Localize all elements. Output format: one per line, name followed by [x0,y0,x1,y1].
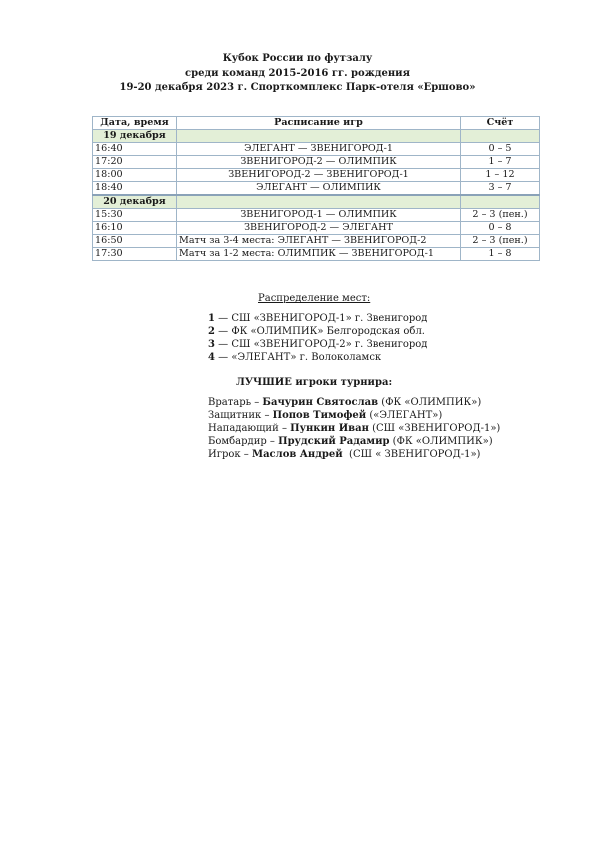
player-team: (ФК «ОЛИМПИК») [389,436,493,447]
title-line-2: среди команд 2015-2016 гг. рождения [185,67,410,79]
game-time: 18:00 [93,169,177,182]
game-match: ЭЛЕГАНТ — ОЛИМПИК [177,182,461,196]
game-match: ЗВЕНИГОРОД-2 — ЭЛЕГАНТ [177,222,461,235]
list-item [208,338,427,351]
table-row [93,182,540,196]
player-name: Прудский Радамир [278,436,390,447]
player-name: Попов Тимофей [272,410,367,421]
place-rank: 2 [208,326,215,337]
place-rank: 4 [208,352,215,363]
list-item [208,448,500,461]
place-text: — «ЭЛЕГАНТ» г. Волоколамск [214,352,382,363]
game-score: 3 – 7 [461,182,540,196]
game-time: 16:10 [93,222,177,235]
place-rank: 3 [208,339,215,350]
place-rank: 1 [208,313,215,324]
list-item [208,396,500,409]
game-score: 1 – 7 [461,156,540,169]
game-score: 2 – 3 (пен.) [461,235,540,248]
player-name: Бачурин Святослав [262,397,379,408]
player-name: Маслов Андрей [252,449,343,460]
header-date-time: Дата, время [93,117,177,130]
header-schedule: Расписание игр [177,117,461,130]
player-team: («ЭЛЕГАНТ») [366,410,443,421]
day-row [93,130,540,143]
table-row [93,222,540,235]
list-item [208,409,500,422]
list-item [208,312,427,325]
game-score: 0 – 5 [461,143,540,156]
game-score: 2 – 3 (пен.) [461,209,540,222]
list-item [208,351,427,364]
player-team: (СШ «ЗВЕНИГОРОД-1») [368,423,501,434]
place-text: — СШ «ЗВЕНИГОРОД-2» г. Звенигород [214,339,428,350]
table-row [93,248,540,261]
list-item [208,325,427,338]
game-time: 17:20 [93,156,177,169]
day-row [93,195,540,209]
award-role: Вратарь – [208,397,263,408]
game-score: 1 – 8 [461,248,540,261]
day-label: 19 декабря [93,130,177,143]
header-score: Счёт [461,117,540,130]
schedule-table [92,116,540,261]
table-header-row [93,117,540,130]
award-role: Нападающий – [208,423,291,434]
player-team: (ФК «ОЛИМПИК») [378,397,482,408]
table-row [93,143,540,156]
game-match: ЭЛЕГАНТ — ЗВЕНИГОРОД-1 [177,143,461,156]
game-match: ЗВЕНИГОРОД-2 — ЗВЕНИГОРОД-1 [177,169,461,182]
game-match: ЗВЕНИГОРОД-1 — ОЛИМПИК [177,209,461,222]
list-item [208,435,500,448]
game-time: 16:40 [93,143,177,156]
day-label: 20 декабря [93,195,177,209]
list-item [208,422,500,435]
award-role: Игрок – [208,449,252,460]
table-row [93,169,540,182]
title-line-3: 19-20 декабря 2023 г. Спорткомплекс Парк-отеля «Ершово» [119,82,476,93]
places-list [208,312,427,364]
game-time: 15:30 [93,209,177,222]
document-title [0,52,595,96]
game-match: ЗВЕНИГОРОД-2 — ОЛИМПИК [177,156,461,169]
game-match: Матч за 3-4 места: ЭЛЕГАНТ — ЗВЕНИГОРОД-2 [177,235,461,248]
places-heading: Распределение мест: [258,293,371,304]
game-time: 17:30 [93,248,177,261]
game-time: 18:40 [93,182,177,196]
game-score: 0 – 8 [461,222,540,235]
award-role: Бомбардир – [208,436,279,447]
game-match: Матч за 1-2 места: ОЛИМПИК — ЗВЕНИГОРОД-1 [177,248,461,261]
award-role: Защитник – [208,410,273,421]
best-players-list [208,396,500,461]
title-line-1: Кубок России по футзалу [222,53,373,64]
table-row [93,209,540,222]
table-row [93,235,540,248]
best-players-heading: ЛУЧШИЕ игроки турнира: [236,377,393,388]
place-text: — ФК «ОЛИМПИК» Белгородская обл. [214,326,425,337]
player-team: (СШ « ЗВЕНИГОРОД-1») [342,449,481,460]
game-score: 1 – 12 [461,169,540,182]
player-name: Пункин Иван [290,423,369,434]
game-time: 16:50 [93,235,177,248]
place-text: — СШ «ЗВЕНИГОРОД-1» г. Звенигород [214,313,428,324]
table-row [93,156,540,169]
